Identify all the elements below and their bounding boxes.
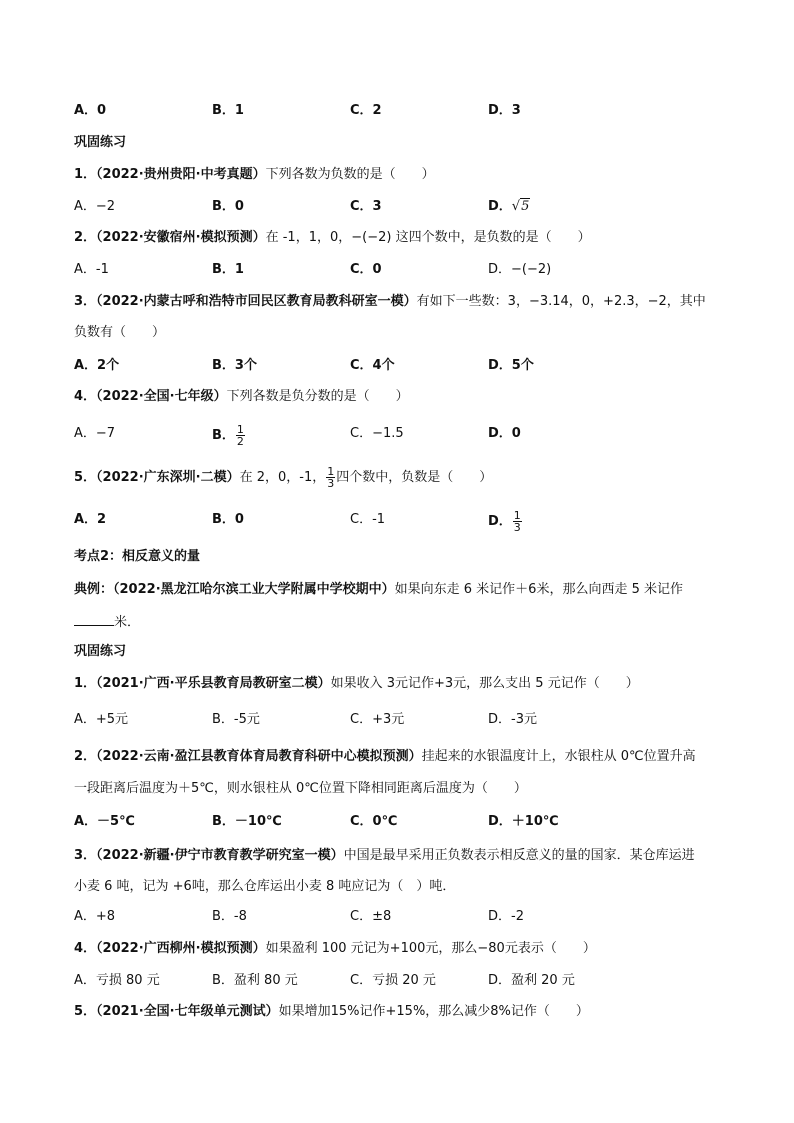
question-source: （2021·广西·平乐县教育局教研室二模） [96, 676, 331, 691]
question-2-2 [74, 748, 696, 766]
question-2-5 [74, 1003, 589, 1021]
option-b: B．－10℃ [212, 814, 282, 829]
question-1-1-options [74, 197, 634, 217]
question-1-1 [74, 166, 435, 184]
question-2-3 [74, 847, 695, 865]
question-text: 如果收入 3元记作+3元，那么支出 5 元记作（ ） [330, 676, 639, 691]
question-2-2-cont: 一段距离后温度为＋5℃，则水银柱从 0℃位置下降相同距离后温度为（ ） [74, 781, 527, 796]
question-source: （2022·全国·七年级） [96, 389, 227, 404]
option-a: A．2个 [74, 358, 120, 373]
option-b: B．-8 [212, 909, 247, 924]
question-text: 中国是最早采用正负数表示相反意义的量的国家．某仓库运进 [343, 848, 695, 863]
question-2-1 [74, 675, 639, 693]
question-number: 3． [74, 294, 97, 309]
question-number: 4． [74, 389, 97, 404]
option-c: C．+3元 [350, 712, 405, 727]
answer-blank [74, 611, 114, 626]
option-d: D．盈利 20 元 [488, 973, 575, 988]
option-a: A．−2 [74, 199, 116, 214]
question-1-3-options [74, 356, 634, 376]
option-c: C．4个 [350, 358, 395, 373]
option-a: A．2 [74, 512, 107, 527]
question-number: 4． [74, 941, 97, 956]
question-source: （2022·安徽宿州·模拟预测） [96, 230, 266, 245]
question-1-5-options [74, 509, 634, 534]
practice-heading-2: 巩固练习 [74, 644, 127, 659]
option-d: D．-2 [488, 909, 524, 924]
question-2-3-cont: 小麦 6 吨，记为 +6吨，那么仓库运出小麦 8 吨应记为（ ）吨． [74, 879, 456, 894]
option-b: B． $\frac{1}{2}$ [212, 423, 244, 448]
fraction: $\frac{1}{3}$ [327, 465, 335, 490]
option-b: B．0 [212, 199, 244, 214]
option-c: C．±8 [350, 909, 392, 924]
option-c: C．亏损 20 元 [350, 973, 436, 988]
option-a: A．-1 [74, 262, 109, 277]
question-1-4 [74, 388, 409, 406]
example-label: 典例： [74, 582, 114, 597]
option-c: C．0℃ [350, 814, 398, 829]
question-source: （2022·广西柳州·模拟预测） [96, 941, 266, 956]
question-text-pre: 在 2，0，-1， [239, 470, 326, 485]
option-c: C．−1.5 [350, 426, 404, 441]
question-text: 下列各数是负分数的是（ ） [226, 389, 409, 404]
option-d: D．0 [488, 426, 521, 441]
option-a: A．+5元 [74, 712, 129, 727]
option-b: B．1 [212, 103, 244, 118]
option-d: D．√5 [488, 197, 530, 217]
question-text: 挂起来的水银温度计上，水银柱从 0℃位置升高 [421, 749, 696, 764]
section-heading: 考点2：相反意义的量 [74, 549, 201, 564]
sqrt-symbol: √5 [511, 199, 530, 214]
question-1-5 [74, 466, 492, 489]
practice-heading-1: 巩固练习 [74, 135, 127, 150]
question-2-4 [74, 940, 596, 958]
question-source: （2022·贵州贵阳·中考真题） [96, 167, 266, 182]
question-source: （2022·内蒙古呼和浩特市回民区教育局教科研室一模） [96, 294, 417, 309]
question-1-2 [74, 229, 591, 247]
example-source: （2022·黑龙江哈尔滨工业大学附属中学校期中） [113, 582, 395, 597]
question-number: 2． [74, 230, 97, 245]
fraction: $\frac{1}{3}$ [513, 509, 521, 534]
question-text: 如果盈利 100 元记为+100元，那么−80元表示（ ） [265, 941, 596, 956]
question-text-post: 四个数中，负数是（ ） [336, 470, 493, 485]
question-text: 有如下一些数：3，−3.14，0，+2.3，−2，其中 [416, 294, 706, 309]
option-c: C．0 [350, 262, 382, 277]
option-b: B．-5元 [212, 712, 260, 727]
option-d: D． $\frac{1}{3}$ [488, 509, 521, 534]
option-d: D．-3元 [488, 712, 537, 727]
question-1-3 [74, 293, 706, 311]
question-source: （2022·新疆·伊宁市教育教学研究室一模） [96, 848, 344, 863]
question-source: （2021·全国·七年级单元测试） [96, 1004, 279, 1019]
option-a: A．亏损 80 元 [74, 973, 160, 988]
option-b: B．盈利 80 元 [212, 973, 298, 988]
option-c: C．2 [350, 103, 382, 118]
question-text: 如果增加15%记作+15%，那么减少8%记作（ ） [278, 1004, 589, 1019]
question-2-4-options [74, 971, 634, 991]
question-2-1-options [74, 710, 634, 730]
example-text: 如果向东走 6 米记作＋6米，那么向西走 5 米记作 [394, 582, 683, 597]
question-2-3-options [74, 907, 634, 927]
option-d: D．−(−2) [488, 262, 552, 277]
option-d: D．＋10℃ [488, 814, 559, 829]
example-question [74, 581, 683, 599]
option-a: A．0 [74, 103, 107, 118]
fraction: $\frac{1}{2}$ [236, 423, 244, 448]
option-c: C．3 [350, 199, 382, 214]
question-number: 1． [74, 167, 97, 182]
question-text: 下列各数为负数的是（ ） [265, 167, 435, 182]
question-text: 在 -1，1，0，−(−2) 这四个数中，是负数的是（ ） [265, 230, 591, 245]
question-number: 3． [74, 848, 97, 863]
option-b: B．1 [212, 262, 244, 277]
option-c: C．-1 [350, 512, 386, 527]
example-question-cont: 米． [74, 611, 140, 632]
question-number: 2． [74, 749, 97, 764]
question-1-4-options [74, 423, 634, 448]
top-options [74, 101, 634, 121]
question-source: （2022·广东深圳·二模） [96, 470, 240, 485]
question-number: 1． [74, 676, 97, 691]
option-b: B．3个 [212, 358, 257, 373]
option-d: D．5个 [488, 358, 534, 373]
question-2-2-options [74, 812, 634, 832]
option-a: A．−7 [74, 426, 116, 441]
question-1-2-options [74, 260, 634, 280]
option-b: B．0 [212, 512, 244, 527]
option-a: A．－5℃ [74, 814, 135, 829]
question-source: （2022·云南·盈江县教育体育局教育科研中心模拟预测） [96, 749, 422, 764]
option-d: D．3 [488, 103, 521, 118]
question-1-3-cont: 负数有（ ） [74, 325, 166, 340]
option-a: A．+8 [74, 909, 116, 924]
question-number: 5． [74, 1004, 97, 1019]
question-number: 5． [74, 470, 97, 485]
